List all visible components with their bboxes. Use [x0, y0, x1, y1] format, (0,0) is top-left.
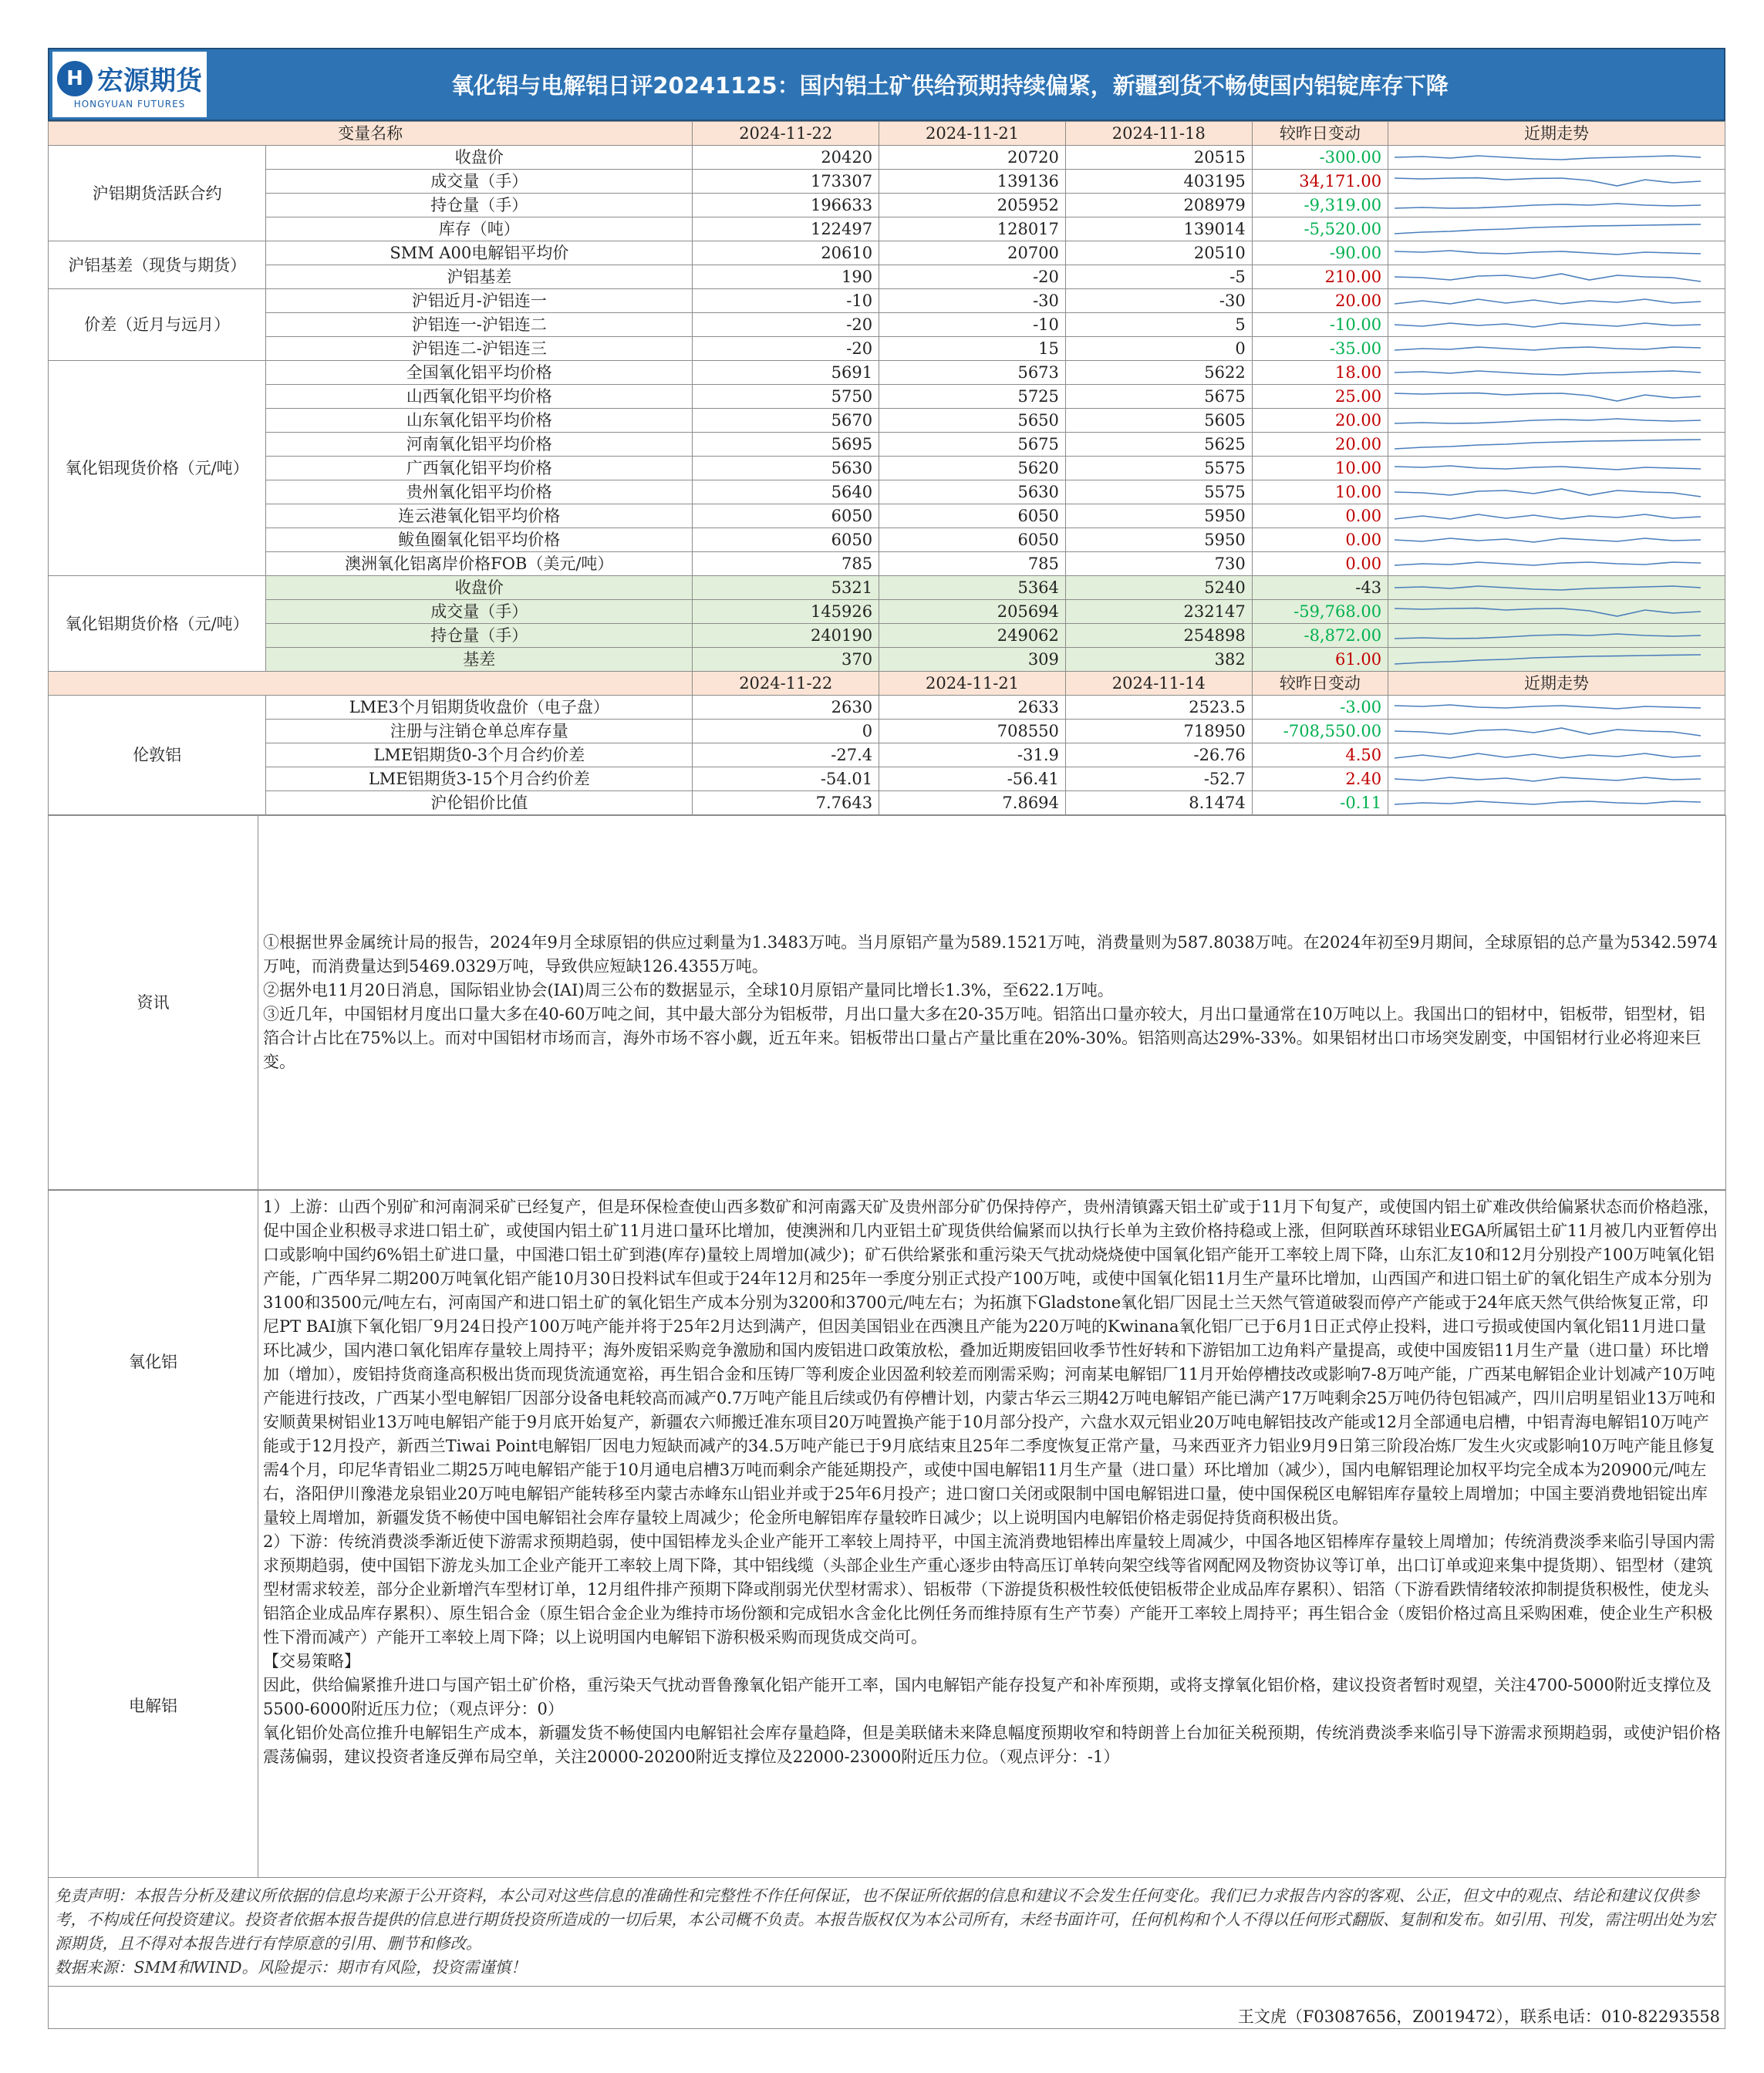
- header-date-1: 2024-11-22: [693, 122, 879, 146]
- trend-cell: [1388, 313, 1725, 337]
- value-date-1: 5630: [693, 457, 879, 480]
- value-date-3: 20515: [1065, 146, 1252, 170]
- sparkline-path: [1395, 655, 1701, 664]
- group-label: 氧化铝现货价格（元/吨）: [49, 361, 266, 576]
- value-date-3: 5605: [1065, 409, 1252, 433]
- value-date-3: -26.76: [1065, 743, 1252, 767]
- trend-cell: [1388, 552, 1725, 576]
- value-date-1: 785: [693, 552, 879, 576]
- trend-cell: [1388, 743, 1725, 767]
- value-date-1: 6050: [693, 504, 879, 528]
- sparkline: [1391, 362, 1704, 383]
- value-date-1: 190: [693, 265, 879, 289]
- data-table: [48, 121, 1725, 815]
- daily-change: -10.00: [1252, 313, 1388, 337]
- daily-change: 61.00: [1252, 648, 1388, 672]
- value-date-2: 7.8694: [879, 791, 1066, 815]
- daily-change: 210.00: [1252, 265, 1388, 289]
- table-row: [49, 743, 1725, 767]
- sparkline-path: [1395, 299, 1701, 304]
- value-date-2: 5673: [879, 361, 1066, 385]
- sparkline-path: [1395, 274, 1701, 281]
- sparkline: [1391, 793, 1704, 813]
- aluminum-label: 电解铝: [129, 1696, 177, 1715]
- news-label: 资讯: [49, 816, 258, 1190]
- value-date-2: 6050: [879, 528, 1066, 552]
- value-date-2: 205694: [879, 600, 1066, 624]
- daily-change: -90.00: [1252, 241, 1388, 265]
- table-row: [49, 170, 1725, 194]
- sparkline: [1391, 745, 1704, 765]
- value-date-2: -30: [879, 289, 1066, 313]
- value-date-1: 145926: [693, 600, 879, 624]
- value-date-3: 5950: [1065, 528, 1252, 552]
- variable-name: 收盘价: [266, 576, 693, 600]
- value-date-3: 382: [1065, 648, 1252, 672]
- sparkline-path: [1395, 323, 1701, 327]
- value-date-2: 708550: [879, 720, 1066, 743]
- disclaimer: [48, 1878, 1725, 1987]
- header-variable: 变量名称: [49, 122, 693, 146]
- contact-footer: 王文虎（F03087656，Z0019472），联系电话：010-82293558: [48, 2005, 1725, 2029]
- aluminum-strategy: 氧化铝价处高位推升电解铝生产成本，新疆发货不畅使国内电解铝社会库存量趋降，但是美联储未来降息幅度预期收窄和特朗普上台加征关税预期，传统消费淡季来临引导下游需求预期趋弱，或使沪铝价格震荡偏弱，建议投资者逢反弹布局空单，关注20000-20200附近支撑位及22000-23000附近压力位。（观点评分：-1）: [263, 1724, 1721, 1766]
- value-date-3: 8.1474: [1065, 791, 1252, 815]
- report-title: 氧化铝与电解铝日评20241125：国内铝土矿供给预期持续偏紧，新疆到货不畅使国内铝锭库存下降: [451, 72, 1449, 99]
- news-paragraph-2: ②据外电11月20日消息，国际铝业协会(IAI)周三公布的数据显示，全球10月原铝产量同比增长1.3%，至622.1万吨。: [263, 981, 1114, 999]
- variable-name: SMM A00电解铝平均价: [266, 241, 693, 265]
- value-date-3: -30: [1065, 289, 1252, 313]
- sparkline-path: [1395, 440, 1701, 449]
- value-date-3: 5622: [1065, 361, 1252, 385]
- header2-trend: 近期走势: [1388, 672, 1725, 696]
- analysis-labels: [49, 1191, 258, 1878]
- sparkline-path: [1395, 251, 1701, 254]
- header2-d1: 2024-11-22: [693, 672, 879, 696]
- variable-name: 鲅鱼圈氧化铝平均价格: [266, 528, 693, 552]
- sparkline: [1391, 625, 1704, 645]
- table-header-row: [49, 122, 1725, 146]
- table-row: [49, 600, 1725, 624]
- variable-name: 注册与注销仓单总库存量: [266, 720, 693, 743]
- sparkline-path: [1395, 753, 1701, 758]
- sparkline: [1391, 267, 1704, 287]
- variable-name: 沪铝连一-沪铝连二: [266, 313, 693, 337]
- table-row: [49, 194, 1725, 217]
- group-label: 沪铝基差（现货与期货）: [49, 241, 266, 289]
- trend-cell: [1388, 170, 1725, 194]
- sparkline: [1391, 602, 1704, 622]
- sparkline: [1391, 769, 1704, 789]
- trend-cell: [1388, 624, 1725, 648]
- variable-name: 河南氧化铝平均价格: [266, 433, 693, 457]
- alumina-strategy: 因此，供给偏紧推升进口与国产铝土矿价格，重污染天气扰动晋鲁豫氧化铝产能开工率，国内电解铝产能存投复产和补库预期，或将支撑氧化铝价格，建议投资者暂时观望，关注4700-5000附近支撑位及5500-6000附近压力位；（观点评分：0）: [263, 1676, 1712, 1718]
- value-date-1: 5691: [693, 361, 879, 385]
- sparkline: [1391, 530, 1704, 550]
- trend-cell: [1388, 648, 1725, 672]
- group-label: 价差（近月与远月）: [49, 289, 266, 361]
- analysis-row: [49, 1191, 1726, 1878]
- value-date-1: 5750: [693, 385, 879, 409]
- header2-blank: [49, 672, 693, 696]
- company-logo: [52, 52, 207, 117]
- sparkline-path: [1395, 608, 1701, 616]
- value-date-2: 5675: [879, 433, 1066, 457]
- sparkline: [1391, 578, 1704, 598]
- sparkline: [1391, 434, 1704, 454]
- table-row: [49, 146, 1725, 170]
- table-row: [49, 433, 1725, 457]
- value-date-3: 718950: [1065, 720, 1252, 743]
- variable-name: 沪铝基差: [266, 265, 693, 289]
- sparkline-path: [1395, 801, 1701, 804]
- sparkline-path: [1395, 562, 1701, 565]
- value-date-1: 2630: [693, 696, 879, 720]
- sparkline-path: [1395, 586, 1701, 590]
- sparkline: [1391, 554, 1704, 574]
- daily-change: -5,520.00: [1252, 217, 1388, 241]
- table-row: [49, 241, 1725, 265]
- table-row: [49, 696, 1725, 720]
- variable-name: 收盘价: [266, 146, 693, 170]
- sparkline-path: [1395, 777, 1701, 781]
- daily-change: 4.50: [1252, 743, 1388, 767]
- table-row: [49, 313, 1725, 337]
- header-date-3: 2024-11-18: [1065, 122, 1252, 146]
- table-row: [49, 552, 1725, 576]
- value-date-2: 15: [879, 337, 1066, 361]
- logo-mark-icon: H: [57, 61, 93, 96]
- variable-name: 连云港氧化铝平均价格: [266, 504, 693, 528]
- table-row: [49, 385, 1725, 409]
- sparkline-path: [1395, 514, 1701, 519]
- sparkline: [1391, 697, 1704, 717]
- daily-change: 20.00: [1252, 409, 1388, 433]
- trend-cell: [1388, 600, 1725, 624]
- daily-change: 20.00: [1252, 289, 1388, 313]
- variable-name: 持仓量（手）: [266, 194, 693, 217]
- sparkline: [1391, 315, 1704, 335]
- variable-name: 沪铝连二-沪铝连三: [266, 337, 693, 361]
- daily-change: 10.00: [1252, 480, 1388, 504]
- spacer: [48, 1987, 1725, 2005]
- value-date-1: -20: [693, 313, 879, 337]
- table-row: [49, 624, 1725, 648]
- trend-cell: [1388, 265, 1725, 289]
- value-date-2: -31.9: [879, 743, 1066, 767]
- logo-name-cn: 宏源期货: [97, 66, 202, 96]
- sparkline: [1391, 147, 1704, 167]
- value-date-1: 240190: [693, 624, 879, 648]
- daily-change: 0.00: [1252, 552, 1388, 576]
- value-date-2: -56.41: [879, 767, 1066, 791]
- value-date-1: 5640: [693, 480, 879, 504]
- table-row: [49, 361, 1725, 385]
- sparkline-path: [1395, 466, 1701, 470]
- sparkline: [1391, 195, 1704, 215]
- value-date-1: -27.4: [693, 743, 879, 767]
- value-date-1: 5670: [693, 409, 879, 433]
- sparkline-path: [1395, 634, 1701, 639]
- trend-cell: [1388, 791, 1725, 815]
- header-trend: 近期走势: [1388, 122, 1725, 146]
- value-date-1: 6050: [693, 528, 879, 552]
- table-row: [49, 409, 1725, 433]
- daily-change: -3.00: [1252, 696, 1388, 720]
- trend-cell: [1388, 720, 1725, 743]
- title-banner: [48, 48, 1725, 121]
- table-row: [49, 791, 1725, 815]
- trend-cell: [1388, 409, 1725, 433]
- value-date-3: 403195: [1065, 170, 1252, 194]
- value-date-3: -52.7: [1065, 767, 1252, 791]
- header2-d3: 2024-11-14: [1065, 672, 1252, 696]
- news-paragraph-1: ①根据世界金属统计局的报告，2024年9月全球原铝的供应过剩量为1.3483万吨。当月原铝产量为589.1521万吨，消费量则为587.8038万吨。在2024年初至9月期间，全球原铝的总产量为5342.5974万吨，而消费量达到5469.0329万吨，导致供应短缺126.4355万吨。: [263, 933, 1718, 976]
- header-change: 较昨日变动: [1252, 122, 1388, 146]
- trend-cell: [1388, 361, 1725, 385]
- value-date-2: 309: [879, 648, 1066, 672]
- value-date-1: -10: [693, 289, 879, 313]
- table-header-row-2: [49, 672, 1725, 696]
- variable-name: 持仓量（手）: [266, 624, 693, 648]
- header2-d2: 2024-11-21: [879, 672, 1066, 696]
- trend-cell: [1388, 528, 1725, 552]
- daily-change: -8,872.00: [1252, 624, 1388, 648]
- value-date-1: -20: [693, 337, 879, 361]
- sparkline-path: [1395, 728, 1701, 736]
- value-date-1: -54.01: [693, 767, 879, 791]
- news-row: [49, 816, 1726, 1190]
- daily-change: 25.00: [1252, 385, 1388, 409]
- sparkline-path: [1395, 156, 1701, 160]
- sparkline-path: [1395, 419, 1701, 423]
- value-date-3: 20510: [1065, 241, 1252, 265]
- trend-cell: [1388, 433, 1725, 457]
- value-date-1: 5695: [693, 433, 879, 457]
- daily-change: 20.00: [1252, 433, 1388, 457]
- value-date-3: 5625: [1065, 433, 1252, 457]
- variable-name: 成交量（手）: [266, 170, 693, 194]
- analysis-table: [48, 1190, 1726, 1878]
- value-date-3: 5675: [1065, 385, 1252, 409]
- trend-cell: [1388, 337, 1725, 361]
- value-date-1: 173307: [693, 170, 879, 194]
- sparkline-path: [1395, 178, 1701, 186]
- table-row: [49, 767, 1725, 791]
- value-date-3: 208979: [1065, 194, 1252, 217]
- value-date-2: 785: [879, 552, 1066, 576]
- sparkline: [1391, 243, 1704, 263]
- value-date-3: 5575: [1065, 480, 1252, 504]
- daily-change: -43: [1252, 576, 1388, 600]
- trend-cell: [1388, 480, 1725, 504]
- downstream-paragraph: 2）下游：传统消费淡季渐近使下游需求预期趋弱，使中国铝棒龙头企业产能开工率较上周持平，中国主流消费地铝棒出库量较上周减少，中国各地区铝棒库存量较上周增加；传统消费淡季来临引导国内需求预期趋弱，使中国铝下游龙头加工企业产能开工率较上周下降，其中铝线缆（头部企业生产重心逐步由特高压订单转向架空线等省网配网及物资协议等订单，出口订单或迎来集中提货期）、铝型材（建筑型材需求较差，部分企业新增汽车型材订单，12月组件排产预期下降或削弱光伏型材需求）、铝板带（下游提货积极性较低使铝板带企业成品库存累积）、铝箔（下游看跌情绪较浓抑制提货积极性，使龙头铝箔企业成品库存累积）、原生铝合金（原生铝合金企业为维持市场份额和完成铝水含金化比例任务而维持原有生产节奏）产能开工率较上周持平；再生铝合金（废铝价格过高且采购困难，使企业生产积极性下滑而减产）产能开工率较上周下降；以上说明国内电解铝下游积极采购而现货成交尚可。: [263, 1532, 1715, 1647]
- sparkline-path: [1395, 393, 1701, 401]
- table-row: [49, 504, 1725, 528]
- trend-cell: [1388, 217, 1725, 241]
- variable-name: 沪铝近月-沪铝连一: [266, 289, 693, 313]
- value-date-2: 249062: [879, 624, 1066, 648]
- value-date-2: 128017: [879, 217, 1066, 241]
- value-date-3: 254898: [1065, 624, 1252, 648]
- variable-name: LME铝期货0-3个月合约价差: [266, 743, 693, 767]
- table-row: [49, 528, 1725, 552]
- daily-change: 0.00: [1252, 504, 1388, 528]
- table-row: [49, 289, 1725, 313]
- table-row: [49, 648, 1725, 672]
- value-date-1: 7.7643: [693, 791, 879, 815]
- variable-name: 澳洲氧化铝离岸价格FOB（美元/吨）: [266, 552, 693, 576]
- sparkline-path: [1395, 489, 1701, 497]
- value-date-2: 5630: [879, 480, 1066, 504]
- group-label: 氧化铝期货价格（元/吨）: [49, 576, 266, 672]
- value-date-2: -10: [879, 313, 1066, 337]
- trend-cell: [1388, 241, 1725, 265]
- value-date-1: 5321: [693, 576, 879, 600]
- group-label: 沪铝期货活跃合约: [49, 146, 266, 241]
- sparkline-path: [1395, 204, 1701, 208]
- table-row: [49, 457, 1725, 480]
- value-date-1: 20610: [693, 241, 879, 265]
- table-row: [49, 265, 1725, 289]
- table-row: [49, 576, 1725, 600]
- daily-change: 18.00: [1252, 361, 1388, 385]
- value-date-2: -20: [879, 265, 1066, 289]
- sparkline-path: [1395, 538, 1701, 542]
- data-source: 数据来源：SMM和WIND。风险提示：期市有风险，投资需谨慎！: [55, 1958, 527, 1977]
- header-date-2: 2024-11-21: [879, 122, 1066, 146]
- value-date-3: 5240: [1065, 576, 1252, 600]
- value-date-2: 5620: [879, 457, 1066, 480]
- value-date-3: 139014: [1065, 217, 1252, 241]
- variable-name: 沪伦铝价比值: [266, 791, 693, 815]
- value-date-3: 5950: [1065, 504, 1252, 528]
- value-date-3: -5: [1065, 265, 1252, 289]
- value-date-1: 20420: [693, 146, 879, 170]
- sparkline: [1391, 291, 1704, 311]
- sparkline: [1391, 482, 1704, 502]
- table-row: [49, 720, 1725, 743]
- daily-change: 2.40: [1252, 767, 1388, 791]
- value-date-2: 205952: [879, 194, 1066, 217]
- news-paragraph-3: ③近几年，中国铝材月度出口量大多在40-60万吨之间，其中最大部分为铝板带，月出口量大多在20-35万吨。铝箔出口量亦较大，月出口量通常在10万吨以上。我国出口的铝材中，铝板带，铝型材，铝箔合计占比在75%以上。而对中国铝材市场而言，海外市场不容小觑，近五年来。铝板带出口量占产量比重在20%-30%。铝箔则高达29%-33%。如果铝材出口市场突发剧变，中国铝材行业必将迎来巨变。: [263, 1005, 1705, 1071]
- variable-name: 基差: [266, 648, 693, 672]
- variable-name: 山东氧化铝平均价格: [266, 409, 693, 433]
- commentary-table: [48, 815, 1726, 1190]
- value-date-3: 5575: [1065, 457, 1252, 480]
- table-row: [49, 480, 1725, 504]
- sparkline: [1391, 721, 1704, 741]
- value-date-1: 122497: [693, 217, 879, 241]
- value-date-2: 5725: [879, 385, 1066, 409]
- variable-name: 库存（吨）: [266, 217, 693, 241]
- daily-change: -0.11: [1252, 791, 1388, 815]
- trend-cell: [1388, 289, 1725, 313]
- value-date-2: 5364: [879, 576, 1066, 600]
- daily-change: -35.00: [1252, 337, 1388, 361]
- sparkline-path: [1395, 224, 1701, 234]
- trend-cell: [1388, 576, 1725, 600]
- variable-name: 山西氧化铝平均价格: [266, 385, 693, 409]
- value-date-1: 196633: [693, 194, 879, 217]
- logo-name-en: HONGYUAN FUTURES: [73, 99, 186, 110]
- value-date-3: 2523.5: [1065, 696, 1252, 720]
- sparkline: [1391, 506, 1704, 526]
- value-date-2: 6050: [879, 504, 1066, 528]
- value-date-2: 5650: [879, 409, 1066, 433]
- strategy-heading: 【交易策略】: [263, 1652, 360, 1670]
- trend-cell: [1388, 194, 1725, 217]
- sparkline-path: [1395, 705, 1701, 709]
- news-content: [258, 816, 1726, 1190]
- daily-change: -59,768.00: [1252, 600, 1388, 624]
- sparkline: [1391, 458, 1704, 478]
- sparkline: [1391, 649, 1704, 669]
- sparkline: [1391, 339, 1704, 359]
- table-row: [49, 337, 1725, 361]
- value-date-2: 20720: [879, 146, 1066, 170]
- daily-change: -300.00: [1252, 146, 1388, 170]
- daily-change: 10.00: [1252, 457, 1388, 480]
- value-date-1: 0: [693, 720, 879, 743]
- upstream-paragraph: 1）上游：山西个别矿和河南洞采矿已经复产，但是环保检查使山西多数矿和河南露天矿及贵州部分矿仍保持停产，贵州清镇露天铝土矿或于11月下旬复产，或使国内铝土矿难改供给偏紧状态而价格趋涨，促中国企业积极寻求进口铝土矿，或使国内铝土矿11月进口量环比增加，使澳洲和几内亚铝土矿现货供给偏紧而以执行长单为主致价格持稳或上涨，但阿联酋环球铝业EGA所属铝土矿11月被几内亚暂停出口或影响中国约6%铝土矿进口量，中国港口铝土矿到港(库存)量较上周增加(减少)；矿石供给紧张和重污染天气扰动烧烧使中国氧化铝产能开工率较上周下降，山东汇友10和12月分别投产100万吨氧化铝产能，广西华昇二期200万吨氧化铝产能10月30日投料试车但或于24年12月和25年一季度分别正式投产100万吨，或使中国氧化铝11月生产量环比增加，山西国产和进口铝土矿的氧化铝生产成本分别为3100和3500元/吨左右，河南国产和进口铝土矿的氧化铝生产成本分别为3200和3700元/吨左右；为拓旗下Gladstone氧化铝厂因昆士兰天然气管道破裂而停产产能或于24年底天然气供给恢复正常，印尼PT BAI旗下氧化铝厂9月24日投产100万吨产能并将于25年2月达到满产，但因美国铝业在西澳且产能为220万吨的Kwinana氧化铝厂已于6月1日正式停止投料，进口亏损或使国内氧化铝11月进口量环比减少，国内港口氧化铝库存量较上周持平；海外废铝采购竞争激励和国内废铝进口政策放松，叠加近期废铝回收季节性好转和下游铝加工边角料产量提高，或使中国废铝11月生产量（进口量）环比增加（增加），废铝持货商逢高积极出货而现货流通宽裕，再生铝合金和压铸厂等利废企业因盈利较差而刚需采购；河南某电解铝厂11月开始停槽技改或影响7-8万吨产能，广西某电解铝企业计划减产10万吨产能进行技改，广西某小型电解铝厂因部分设备电耗较高而减产0.7万吨产能且后续或仍有停槽计划，内蒙古华云三期42万吨电解铝产能已满产17万吨剩余25万吨仍待包铝减产，四川启明星铝业13万吨和安顺黄果树铝业13万吨电解铝产能于9月底开始复产，新疆农六师搬迁准东项目20万吨置换产能于10月部分投产，六盘水双元铝业20万吨电解铝技改产能或12月全部通电启槽，中铝青海电解铝10万吨产能或于12月投产，新西兰Tiwai Point电解铝厂因电力短缺而减产的34.5万吨产能已于9月底结束且25年二季度恢复正常产量，马来西亚齐力铝业9月9日第三阶段冶炼厂发生火灾或影响10万吨产能且修复需4个月，印尼华青铝业二期25万吨电解铝产能于10月通电启槽3万吨而剩余产能延期投产，或使中国电解铝11月生产量（进口量）环比增加（减少），国内电解铝理论加权平均完全成本为20900元/吨左右，洛阳伊川豫港龙泉铝业20万吨电解铝产能转移至内蒙古赤峰东山铝业并或于25年6月投产；进口窗口关闭或限制中国电解铝进口量，使中国保税区电解铝库存量较上周增加；中国主要消费地铝锭出库量较上周增加，新疆发货不畅使中国电解铝社会库存量较上周减少；伦金所电解铝库存量较昨日减少；以上说明国内电解铝价格走弱促持货商积极出货。: [263, 1198, 1720, 1527]
- variable-name: 成交量（手）: [266, 600, 693, 624]
- disclaimer-text: 免责声明：本报告分析及建议所依据的信息均来源于公开资料，本公司对这些信息的准确性和完整性不作任何保证，也不保证所依据的信息和建议不会发生任何变化。我们已力求报告内容的客观、公正，但文中的观点、结论和建议仅供参考，不构成任何投资建议。投资者依据本报告提供的信息进行期货投资所造成的一切后果，本公司概不负责。本报告版权仅为本公司所有，未经书面许可，任何机构和个人不得以任何形式翻版、复制和发布。如引用、刊发，需注明出处为宏源期货，且不得对本报告进行有悖原意的引用、删节和修改。: [55, 1886, 1715, 1953]
- value-date-3: 730: [1065, 552, 1252, 576]
- group-label: 伦敦铝: [49, 696, 266, 815]
- variable-name: 贵州氧化铝平均价格: [266, 480, 693, 504]
- trend-cell: [1388, 385, 1725, 409]
- variable-name: 广西氧化铝平均价格: [266, 457, 693, 480]
- daily-change: -9,319.00: [1252, 194, 1388, 217]
- trend-cell: [1388, 504, 1725, 528]
- daily-change: 34,171.00: [1252, 170, 1388, 194]
- sparkline: [1391, 410, 1704, 430]
- variable-name: 全国氧化铝平均价格: [266, 361, 693, 385]
- trend-cell: [1388, 767, 1725, 791]
- trend-cell: [1388, 696, 1725, 720]
- daily-change: 0.00: [1252, 528, 1388, 552]
- trend-cell: [1388, 457, 1725, 480]
- trend-cell: [1388, 146, 1725, 170]
- sparkline: [1391, 386, 1704, 406]
- daily-change: -708,550.00: [1252, 720, 1388, 743]
- header2-change: 较昨日变动: [1252, 672, 1388, 696]
- sparkline-path: [1395, 347, 1701, 350]
- value-date-1: 370: [693, 648, 879, 672]
- analysis-content: [258, 1191, 1726, 1878]
- report-sheet: [48, 48, 1725, 2029]
- value-date-2: 139136: [879, 170, 1066, 194]
- sparkline: [1391, 219, 1704, 239]
- sparkline: [1391, 171, 1704, 191]
- value-date-3: 232147: [1065, 600, 1252, 624]
- value-date-3: 0: [1065, 337, 1252, 361]
- value-date-2: 2633: [879, 696, 1066, 720]
- alumina-label: 氧化铝: [49, 1191, 258, 1535]
- sparkline-path: [1395, 371, 1701, 375]
- variable-name: LME3个月铝期货收盘价（电子盘）: [266, 696, 693, 720]
- value-date-3: 5: [1065, 313, 1252, 337]
- value-date-2: 20700: [879, 241, 1066, 265]
- table-row: [49, 217, 1725, 241]
- variable-name: LME铝期货3-15个月合约价差: [266, 767, 693, 791]
